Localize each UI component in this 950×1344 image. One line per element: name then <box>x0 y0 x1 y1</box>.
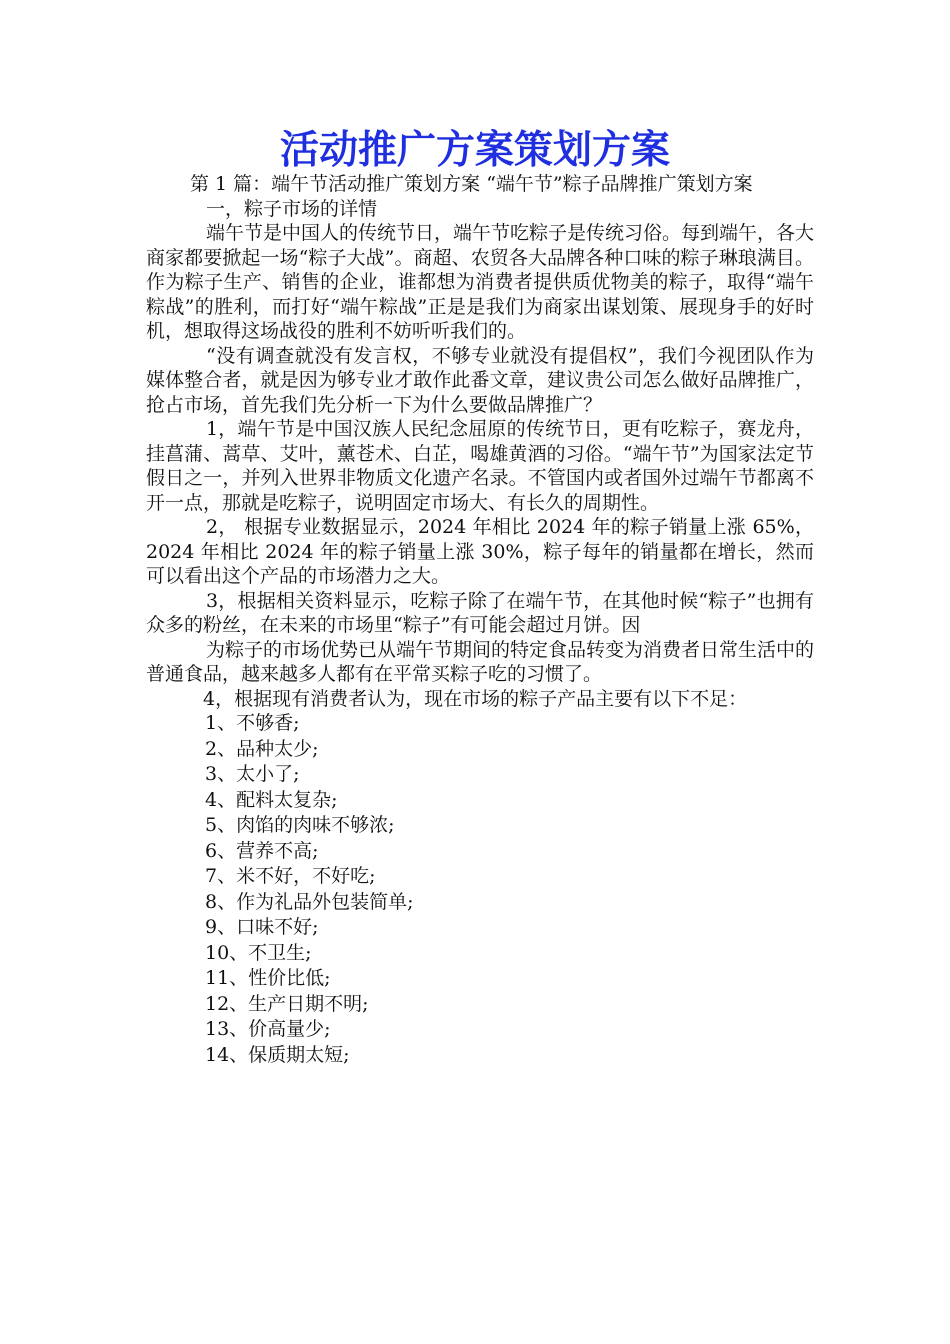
list-item: 4、配料太复杂; <box>205 788 338 811</box>
paragraph-intro: 端午节是中国人的传统节日，端午节吃粽子是传统习俗。每到端午，各大商家都要掀起一场“粽子大战”。商超、农贸各大品牌各种口味的粽子琳琅满目。作为粽子生产、销售的企业，谁都想为消费者提供质优物美的粽子，取得“端午粽战”的胜利，而打好“端午粽战”正是是我们为商家出谋划策、展现身手的好时机，想取得这场战役的胜利不妨听听我们的。 <box>146 222 815 342</box>
list-item: 14、保质期太短; <box>205 1043 350 1066</box>
paragraph-point-2: 2， 根据专业数据显示，2024 年相比 2024 年的粽子销量上涨 65%，2024 年相比 2024 年的粽子销量上涨 30%，粽子每年的销量都在增长，然而可以看出这个产品的市场潜力之大。 <box>146 516 814 587</box>
paragraph-point-3: 3，根据相关资料显示，吃粽子除了在端午节，在其他时候“粽子”也拥有众多的粉丝，在未来的市场里“粽子”有可能会超过月饼。因 <box>146 589 814 636</box>
document-body <box>146 172 814 1068</box>
list-item: 2、品种太少; <box>205 737 319 760</box>
document-title: 活动推广方案策划方案 <box>279 127 670 173</box>
paragraph-quote: “没有调查就没有发言权，不够专业就没有提倡权”，我们今视团队作为媒体整合者，就是因为够专业才敢作此番文章，建议贵公司怎么做好品牌推广，抢占市场，首先我们先分析一下为什么要做品牌推广？ <box>146 344 814 416</box>
list-item: 7、米不好，不好吃; <box>205 865 376 887</box>
list-item: 12、生产日期不明; <box>205 992 369 1015</box>
list-item: 3、太小了; <box>205 763 300 785</box>
paragraph-point-3-cont: 为粽子的市场优势已从端午节期间的特定食品转变为消费者日常生活中的普通食品，越来越多人都有在平常买粽子吃的习惯了。 <box>146 638 815 685</box>
list-item: 1、不够香; <box>205 712 300 734</box>
list-item: 9、口味不好; <box>205 916 319 938</box>
list-item: 10、不卫生; <box>205 941 312 964</box>
paragraph-point-1: 1，端午节是中国汉族人民纪念屈原的传统节日，更有吃粽子，赛龙舟，挂菖蒲、蒿草、艾叶，薰苍术、白芷，喝雄黄酒的习俗。“端午节”为国家法定节假日之一，并列入世界非物质文化遗产名录。不管国内或者国外过端午节都离不开一点，那就是吃粽子，说明固定市场大、有长久的周期性。 <box>146 418 814 514</box>
list-item: 11、性价比低; <box>205 967 331 989</box>
paragraph-point-4: 4，根据现有消费者认为，现在市场的粽子产品主要有以下不足： <box>203 687 748 710</box>
chapter-heading: 第 1 篇：端午节活动推广策划方案 “端午节”粽子品牌推广策划方案 <box>190 173 753 195</box>
list-item: 8、作为礼品外包装简单; <box>205 890 414 913</box>
list-item: 5、肉馅的肉味不够浓; <box>205 814 395 836</box>
list-item: 6、营养不高; <box>205 839 319 862</box>
list-item: 13、价高量少; <box>205 1018 331 1040</box>
section-heading: 一，粽子市场的详情 <box>206 197 378 220</box>
shortcomings-list <box>146 711 814 1068</box>
